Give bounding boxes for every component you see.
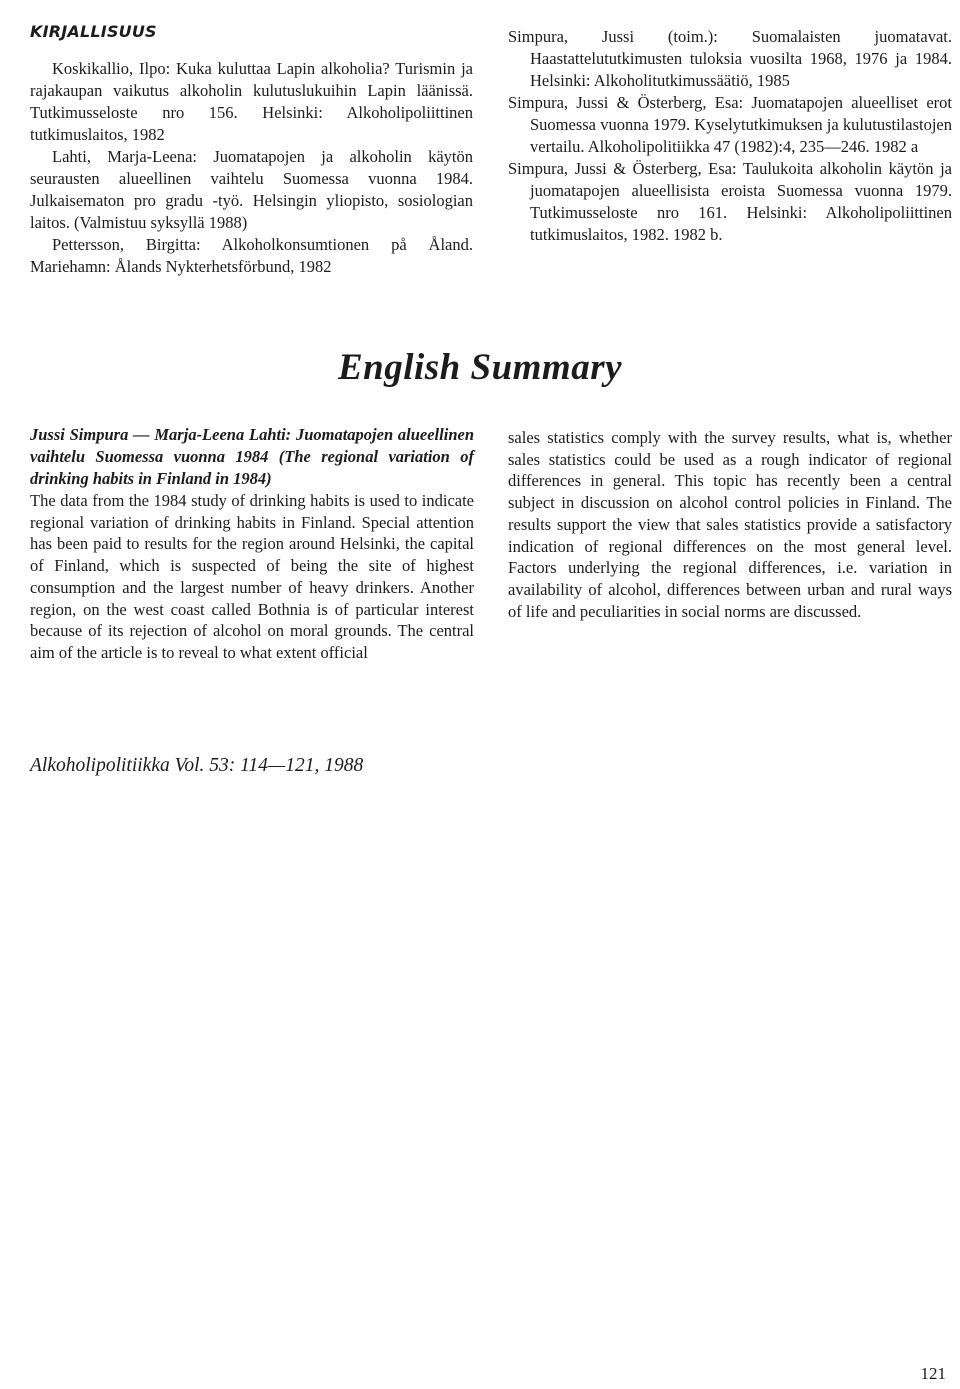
summary-title: English Summary xyxy=(337,347,623,388)
reference-entry: Koskikallio, Ilpo: Kuka kuluttaa Lapin alkoholia? Turismin ja rajakaupan vaikutus alkoholin kulutuslukuihin Lapin läänissä. Tutkimusseloste nro 156. Helsinki: Alkoholipoliittinen tutkimuslaitos, 1982 xyxy=(30,59,473,144)
summary-body-left: The data from the 1984 study of drinking habits is used to indicate regional variation of drinking habits in Finland. Special attention has been paid to results for the region around Helsinki, the capital of Finland, which is suspected of being the site of highest consumption and the largest number of heavy drinkers. Another region, on the west coast called Bothnia is of particular interest because of its rejection of alcohol on moral grounds. The central aim of the article is to reveal to what extent official xyxy=(30,491,474,662)
journal-citation: Alkoholipolitiikka Vol. 53: 114—121, 1988 xyxy=(30,755,364,776)
summary-right-column xyxy=(508,427,952,622)
reference-entry: Lahti, Marja-Leena: Juomatapojen ja alkoholin käytön seurausten alueellinen vaihtelu Suomessa vuonna 1984. Julkaisematon pro gradu -työ. Helsingin yliopisto, sosiologian laitos. (Valmistuu syksyllä 1988) xyxy=(30,147,473,232)
summary-left-column xyxy=(30,424,474,664)
reference-entry: Simpura, Jussi & Österberg, Esa: Taulukoita alkoholin käytön ja juomatapojen alueellisista eroista Suomessa vuonna 1979. Tutkimusseloste nro 161. Helsinki: Alkoholipoliittinen tutkimuslaitos, 1982. 1982 b. xyxy=(508,159,952,244)
references-right-column xyxy=(508,26,952,246)
references-heading: KIRJALLISUUS xyxy=(30,22,157,41)
article-heading: Jussi Simpura — Marja-Leena Lahti: Juomatapojen alueellinen vaihtelu Suomessa vuonna 1984 (The regional variation of drinking habits in Finland in 1984) xyxy=(30,425,474,488)
reference-entry: Pettersson, Birgitta: Alkoholkonsumtionen på Åland. Mariehamn: Ålands Nykterhetsförbund, 1982 xyxy=(30,235,473,276)
summary-body-right: sales statistics comply with the survey results, what is, whether sales statistics could be used as a rough indicator of regional differences in general. This topic has recently been a central subject in discussion on alcohol control policies in Finland. The results support the view that sales statistics provide a satisfactory indication of regional differences on the most general level. Factors underlying the regional differences, i.e. variation in availability of alcohol, differences between urban and rural ways of life and peculiarities in social norms are discussed. xyxy=(508,428,952,621)
references-left-column xyxy=(30,22,473,278)
reference-entry: Simpura, Jussi & Österberg, Esa: Juomatapojen alueelliset erot Suomessa vuonna 1979. Kyselytutkimuksen ja kulutustilastojen vertailu. Alkoholipolitiikka 47 (1982):4, 235—246. 1982 a xyxy=(508,93,952,156)
reference-entry: Simpura, Jussi (toim.): Suomalaisten juomatavat. Haastattelututkimusten tuloksia vuosilta 1968, 1976 ja 1984. Helsinki: Alkoholitutkimussäätiö, 1985 xyxy=(508,27,952,90)
page-number: 121 xyxy=(920,1364,946,1383)
